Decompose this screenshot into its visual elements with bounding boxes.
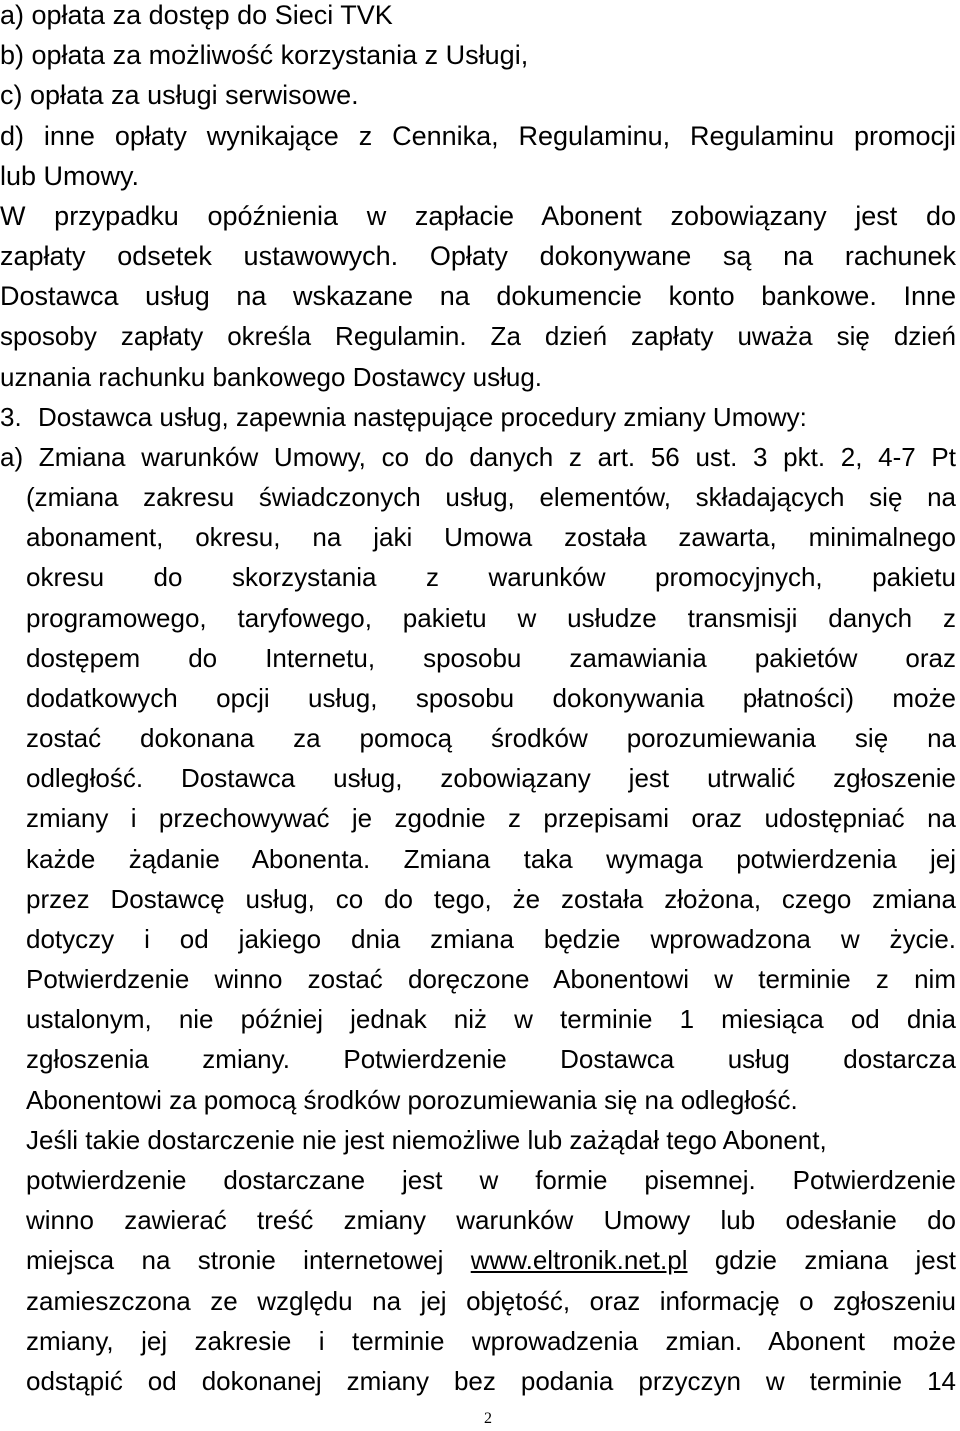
subitem-line: odstąpić od dokonanej zmiany bez podania przyczyn w terminie 14: [26, 1365, 956, 1396]
list-item-d-continued: lub Umowy.: [0, 160, 140, 191]
subitem-line: zgłoszenia zmiany. Potwierdzenie Dostawca usług dostarcza: [26, 1044, 956, 1075]
paragraph-line: sposoby zapłaty określa Regulamin. Za dzień zapłaty uważa się dzień: [0, 321, 956, 352]
subitem-line: zmiany i przechowywać je zgodnie z przepisami oraz udostępniać na: [26, 803, 956, 834]
paragraph-line: W przypadku opóźnienia w zapłacie Abonent zobowiązany jest do: [0, 200, 956, 231]
subitem-line: przez Dostawcę usług, co do tego, że została złożona, czego zmiana: [26, 883, 956, 914]
paragraph-line: uznania rachunku bankowego Dostawcy usług.: [0, 361, 543, 392]
subitem-line: odległość. Dostawca usług, zobowiązany jest utrwalić zgłoszenie: [26, 763, 956, 794]
subitem-line: ustalonym, nie później jednak niż w terminie 1 miesiąca od dnia: [26, 1004, 956, 1035]
paragraph-line: Dostawca usług na wskazane na dokumencie konto bankowe. Inne: [0, 281, 956, 312]
list-item-b: b) opłata za możliwość korzystania z Usługi,: [0, 40, 529, 71]
subitem-line: Abonentowi za pomocą środków porozumiewania się na odległość.: [26, 1084, 798, 1115]
subitem-line: zostać dokonana za pomocą środków porozumiewania się na: [26, 723, 956, 754]
subitem-line: Potwierdzenie winno zostać doręczone Abonentowi w terminie z nim: [26, 964, 956, 995]
page-number: 2: [484, 1410, 492, 1427]
section-3-heading: [0, 397, 956, 437]
subitem-line: każde żądanie Abonenta. Zmiana taka wymaga potwierdzenia jej: [26, 843, 956, 874]
subitem-a-first-line: a) Zmiana warunków Umowy, co do danych z art. 56 ust. 3 pkt. 2, 4-7 Pt: [0, 441, 956, 472]
subitem-line: programowego, taryfowego, pakietu w usłudze transmisji danych z: [26, 602, 956, 633]
subitem-line: zamieszczona ze względu na jej objętość, oraz informację o zgłoszeniu: [26, 1285, 956, 1316]
link-line-after: gdzie zmiana jest: [687, 1245, 956, 1276]
subitem-line: potwierdzenie dostarczane jest w formie pisemnej. Potwierdzenie: [26, 1164, 956, 1195]
subitem-line: abonament, okresu, na jaki Umowa została zawarta, minimalnego: [26, 522, 956, 553]
subitem-line: winno zawierać treść zmiany warunków Umowy lub odesłanie do: [26, 1205, 956, 1236]
list-number: 3.: [0, 401, 22, 432]
subitem-line: dodatkowych opcji usług, sposobu dokonywania płatności) może: [26, 682, 956, 713]
subitem-line: okresu do skorzystania z warunków promocyjnych, pakietu: [26, 562, 956, 593]
subitem-line-with-link: [0, 1240, 956, 1280]
subitem-line: dotyczy i od jakiego dnia zmiana będzie wprowadzona w życie.: [26, 923, 956, 954]
section-3-text: Dostawca usług, zapewnia następujące procedury zmiany Umowy:: [38, 401, 807, 432]
list-item-d: d) inne opłaty wynikające z Cennika, Regulaminu, Regulaminu promocji: [0, 120, 956, 151]
subitem-line: zmiany, jej zakresie i terminie wprowadzenia zmian. Abonent może: [26, 1325, 956, 1356]
subitem-line: Jeśli takie dostarczenie nie jest niemożliwe lub zażądał tego Abonent,: [26, 1124, 827, 1155]
paragraph-line: zapłaty odsetek ustawowych. Opłaty dokonywane są na rachunek: [0, 241, 956, 272]
link-line-before: miejsca na stronie internetowej: [26, 1245, 471, 1276]
subitem-line: dostępem do Internetu, sposobu zamawiania pakietów oraz: [26, 642, 956, 673]
website-link[interactable]: www.eltronik.net.pl: [470, 1245, 688, 1276]
list-item-c: c) opłata za usługi serwisowe.: [0, 80, 359, 111]
subitem-line: (zmiana zakresu świadczonych usług, elementów, składających się na: [26, 482, 956, 513]
list-item-a: a) opłata za dostęp do Sieci TVK: [0, 0, 393, 30]
